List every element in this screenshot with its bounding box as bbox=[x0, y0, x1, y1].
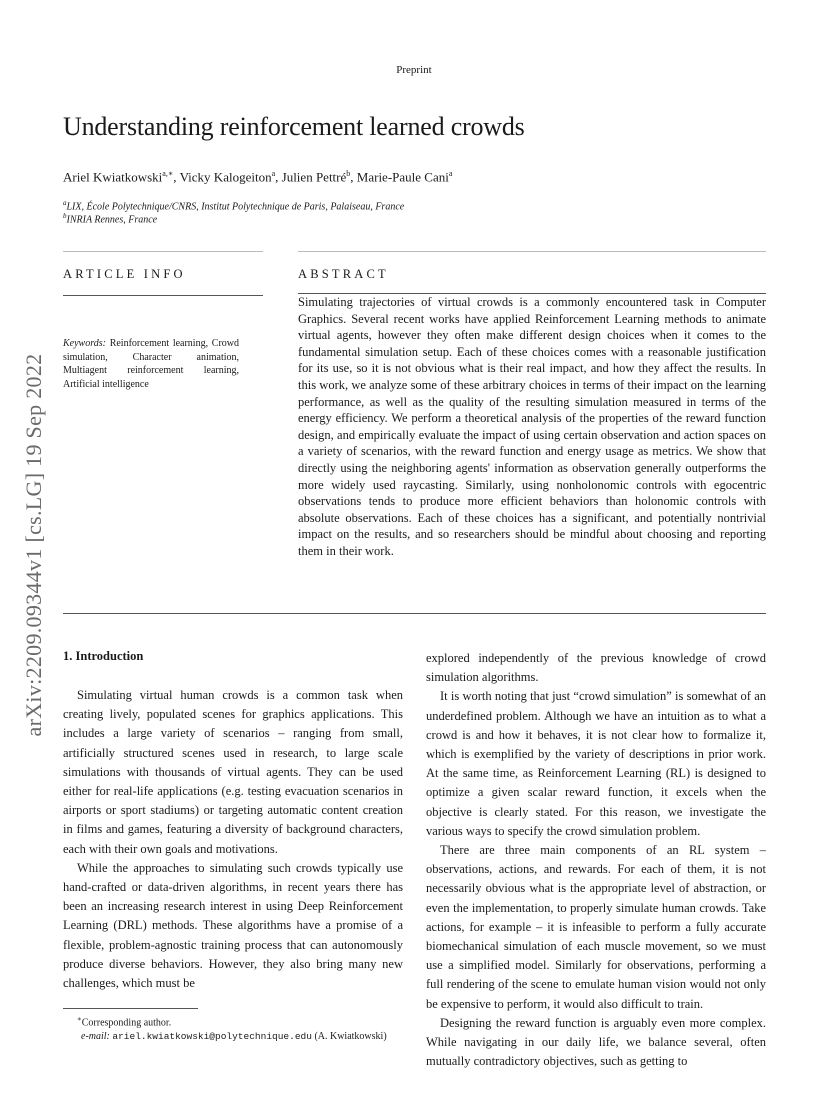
footnote-rule bbox=[63, 1008, 198, 1009]
footnote-mark: ∗ bbox=[77, 1015, 82, 1023]
author-name: Julien Pettré bbox=[281, 169, 347, 185]
author-name: Vicky Kalogeiton bbox=[179, 169, 272, 185]
keywords-text: Reinforcement learning, Crowd simulation, Character animation, Multiagent reinforcement learning, Artificial intelligence bbox=[63, 338, 240, 390]
divider bbox=[63, 613, 766, 614]
author-separator: , bbox=[173, 169, 180, 185]
abstract-body: Simulating trajectories of virtual crowds is a commonly encountered task in Computer Graphics. Several recent works have applied Reinforcement Learning methods to animate virtual agents, however they often make different design choices when it comes to the fundamental simulation setup. Each of these choices comes with a reasonable justification for its use, so it is not obvious what is their real impact, and how they affect the results. In this work, we analyze some of these arbitrary choices in terms of their impact on the learning performance, as well as the quality of the resulting simulation measured in terms of the energy efficiency. We perform a theoretical analysis of the properties of the reward function design, and empirically evaluate the impact of using certain observation and action spaces on a variety of scenarios, with the reward function and energy usage as metrics. We show that directly using the neighboring agents' information as observation generally outperforms the more widely used raycasting. Similarly, using nonholonomic controls with egocentric observations tends to produce more efficient behaviors than holonomic controls with absolute observations. Each of these choices has a significant, and potentially nontrivial impact on the results, and so researchers should be mindful about choosing and reporting them in their work. bbox=[298, 295, 766, 558]
author-list bbox=[63, 169, 452, 185]
keywords-block bbox=[63, 337, 239, 391]
section-heading-introduction: 1. Introduction bbox=[63, 649, 144, 663]
right-column-text bbox=[426, 649, 766, 1071]
footnote-email[interactable]: ariel.kwiatkowski@polytechnique.edu bbox=[112, 1030, 312, 1042]
paragraph: explored independently of the previous knowledge of crowd simulation algorithms. bbox=[426, 651, 766, 685]
left-column-text bbox=[63, 686, 403, 993]
author-affiliation-mark: a,∗ bbox=[162, 169, 174, 178]
footnote-email-label: e-mail: bbox=[81, 1030, 110, 1042]
keywords-label: Keywords: bbox=[63, 338, 106, 349]
paragraph: There are three main components of an RL system – observations, actions, and rewards. For each of them, it is not necessarily obvious what is the appropriate level of abstraction, or even the implementation, to properly simulate human crowds. Take actions, for example – it is infeasible to perform a fully accurate biomechanical simulation of each muscle movement, so we must use a simplified model. Similarly for observations, performing a full rendering of the scene to emulate human vision would not only be expensive to perform, it would also difficult to train. bbox=[426, 843, 766, 1011]
affiliation-b bbox=[63, 212, 157, 225]
footnote-email-suffix: (A. Kwiatkowski) bbox=[314, 1030, 387, 1042]
author-affiliation-mark: a bbox=[271, 169, 276, 178]
affiliation-text: INRIA Rennes, France bbox=[66, 214, 158, 226]
author-name: Marie-Paule Cani bbox=[356, 169, 449, 185]
paragraph: While the approaches to simulating such crowds typically use hand-crafted or data-driven algorithms, in recent years there has been an increasing research interest in using Deep Reinforcement Learning (DRL) methods. These algorithms have a promise of a flexible, problem-agnostic training process that can autonomously produce diverse behaviors. However, they also bring many new challenges, which must be bbox=[63, 860, 403, 991]
affiliation-mark: b bbox=[63, 212, 67, 220]
author-affiliation-mark: b bbox=[346, 169, 351, 178]
paper-title: Understanding reinforcement learned crowds bbox=[63, 112, 525, 141]
affiliation-mark: a bbox=[63, 199, 67, 207]
author-separator: , bbox=[350, 169, 357, 185]
affiliation-a bbox=[63, 199, 404, 212]
arxiv-identifier: arXiv:2209.09344v1 [cs.LG] 19 Sep 2022 bbox=[21, 353, 46, 737]
footnote bbox=[63, 1013, 403, 1043]
paragraph: It is worth noting that just “crowd simulation” is somewhat of an underdefined problem. Although we have an intuition as to what a crowd is and how it behaves, it is not clear how to formalize it, which is exemplified by the variety of descriptions in prior work. At the same time, as Reinforcement Learning (RL) is designed to optimize a given scalar reward function, it excels when the objective is clearly stated. For this reason, we investigate the various ways to specify the crowd simulation problem. bbox=[426, 689, 766, 838]
running-header: Preprint bbox=[396, 64, 432, 76]
author-name: Ariel Kwiatkowski bbox=[63, 169, 163, 185]
arxiv-sidebar bbox=[14, 300, 54, 790]
paragraph: Designing the reward function is arguably even more complex. While navigating in our daily life, we balance several, often mutually contradictory objectives, such as getting to bbox=[426, 1015, 766, 1069]
author-affiliation-mark: a bbox=[448, 169, 453, 178]
author-separator: , bbox=[275, 169, 282, 185]
affiliation-text: LIX, École Polytechnique/CNRS, Institut Polytechnique de Paris, Palaiseau, France bbox=[66, 201, 405, 213]
footnote-corresponding: Corresponding author. bbox=[81, 1017, 172, 1029]
abstract-heading: ABSTRACT bbox=[298, 267, 389, 281]
article-info-heading: ARTICLE INFO bbox=[63, 267, 186, 281]
divider bbox=[63, 295, 263, 296]
paragraph: Simulating virtual human crowds is a common task when creating lively, populated scenes for graphics applications. This includes a large variety of scenarios – ranging from small, artificially structured scenes used in research, to large scale simulations with thousands of virtual agents. They can be used either for real-life applications (e.g. testing evacuation scenarios in airports or sport stadiums) or targeting automatic content creation in films and games, featuring a diversity of background characters, each with their own goals and motivations. bbox=[63, 688, 403, 856]
divider bbox=[298, 251, 766, 252]
divider bbox=[63, 251, 263, 252]
